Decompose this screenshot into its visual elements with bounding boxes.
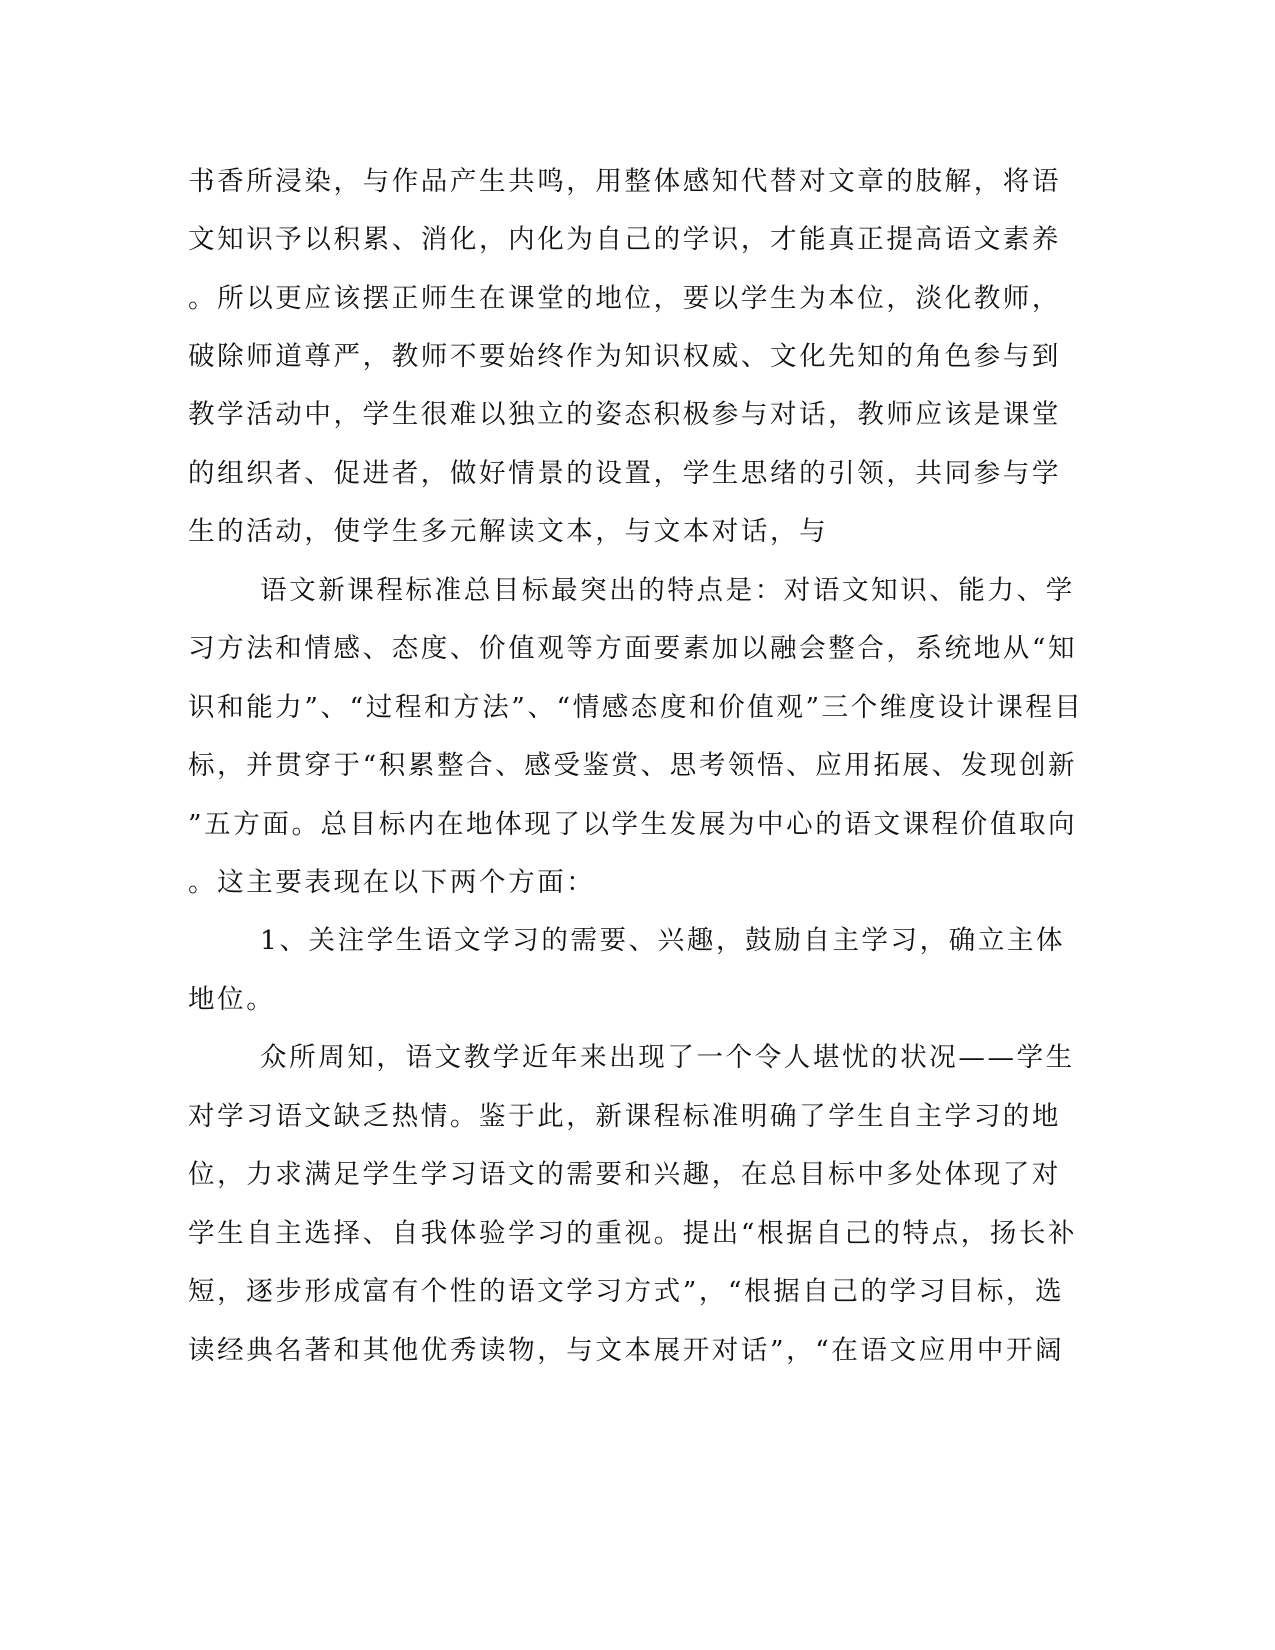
text-line: 生的活动，使学生多元解读文本，与文本对话，与 <box>188 516 829 547</box>
text-line: 标，并贯穿于“积累整合、感受鉴赏、思考领悟、应用拓展、发现创新 <box>188 750 1078 781</box>
text-line: 短，逐步形成富有个性的语文学习方式”，“根据自己的学习目标，选 <box>188 1276 1065 1307</box>
text-line: 学生自主选择、自我体验学习的重视。提出“根据自己的特点，扬长补 <box>188 1218 1078 1249</box>
text-line: 读经典名著和其他优秀读物，与文本展开对话”，“在语文应用中开阔 <box>188 1335 1065 1366</box>
text-line: 的组织者、促进者，做好情景的设置，学生思绪的引领，共同参与学 <box>188 458 1061 489</box>
text-line: 。所以更应该摆正师生在课堂的地位，要以学生为本位，淡化教师， <box>188 283 1061 314</box>
paragraph-first-line: 语文新课程标准总目标最突出的特点是：对语文知识、能力、学 <box>260 575 1075 606</box>
paragraph-first-line: 众所周知，语文教学近年来出现了一个令人堪忧的状况——学生 <box>260 1042 1075 1073</box>
text-line: 书香所浸染，与作品产生共鸣，用整体感知代替对文章的肢解，将语 <box>188 166 1061 197</box>
list-item-heading: 1、关注学生语文学习的需要、兴趣，鼓励自主学习，确立主体 <box>260 925 1066 956</box>
text-line: 。这主要表现在以下两个方面： <box>188 867 596 898</box>
text-line: 位，力求满足学生学习语文的需要和兴趣，在总目标中多处体现了对 <box>188 1159 1061 1190</box>
text-line: 对学习语文缺乏热情。鉴于此，新课程标准明确了学生自主学习的地 <box>188 1101 1061 1132</box>
text-line: 教学活动中，学生很难以独立的姿态积极参与对话，教师应该是课堂 <box>188 399 1061 430</box>
text-line: 地位。 <box>188 984 276 1015</box>
text-line: 习方法和情感、态度、价值观等方面要素加以融会整合，系统地从“知 <box>188 633 1078 664</box>
text-line: 破除师道尊严，教师不要始终作为知识权威、文化先知的角色参与到 <box>188 341 1061 372</box>
text-line: 文知识予以积累、消化，内化为自己的学识，才能真正提高语文素养 <box>188 224 1061 255</box>
text-line: 识和能力”、“过程和方法”、“情感态度和价值观”三个维度设计课程目 <box>188 692 1084 723</box>
text-line: ”五方面。总目标内在地体现了以学生发展为中心的语文课程价值取向 <box>188 809 1078 840</box>
